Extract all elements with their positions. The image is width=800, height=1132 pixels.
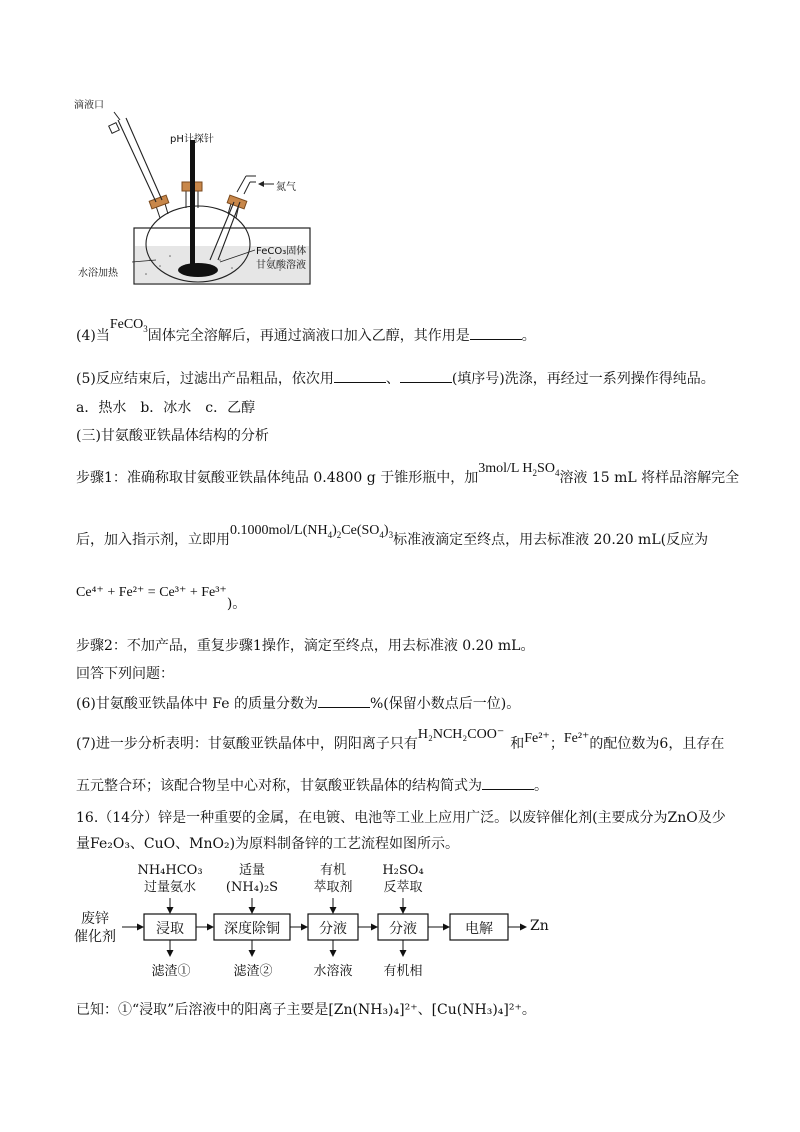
process-flow-chart: [70, 858, 570, 983]
step-copper-removal: 深度除铜: [224, 921, 280, 937]
cation-formula-2: Fe²⁺: [563, 731, 590, 746]
step-1-line-2: 后，加入指示剂，立即用$0.1000mol/L(NH_4)_2Ce(SO_4)_3$标准液滴定至终点，用去标准液 20.20 mL(反应为: [76, 523, 709, 548]
step-electrolysis: 电解: [465, 921, 493, 937]
q4-text: 固体完全溶解后，再通过滴液口加入乙醇，其作用是: [147, 328, 470, 344]
question-7-line-2: 五元整合环；该配合物呈中心对称，甘氨酸亚铁晶体的结构简式为 。: [76, 775, 548, 796]
feco3-solid: [178, 263, 218, 277]
anion-formula: H₂NCH₂COO⁻: [417, 727, 505, 742]
answer-prompt: 回答下列问题：: [76, 666, 174, 682]
question-16-line-1: 16.（14分）锌是一种重要的金属，在电镀、电池等工业上应用广泛。以废锌催化剂(主要成分为ZnO及少: [76, 810, 726, 826]
flow-output: Zn: [530, 918, 549, 934]
step-1-reaction: Ce⁴⁺ + Fe²⁺ = Ce³⁺ + Fe³⁺)。: [76, 585, 247, 612]
known-info: 已知：①“浸取”后溶液中的阳离子主要是[Zn(NH₃)₄]²⁺、[Cu(NH₃)₄]²⁺。: [76, 1002, 536, 1018]
reagent-extraction: 有机 萃取剂: [313, 863, 353, 895]
organic-phase: 有机相: [383, 964, 423, 979]
section-3-title: (三)甘氨酸亚铁晶体结构的分析: [76, 428, 269, 444]
residue-1: 滤渣①: [151, 964, 191, 979]
question-16-line-2: 量Fe₂O₃、CuO、MnO₂)为原料制备锌的工艺流程如图所示。: [76, 836, 460, 852]
q5-options: a．热水 b．冰水 c．乙醇: [76, 400, 256, 416]
q7-answer-blank[interactable]: [482, 775, 534, 790]
question-4: (4)当FeCO$_3$固体完全溶解后，再通过滴液口加入乙醇，其作用是 。: [76, 317, 536, 344]
step-1-line-1: 步骤1：准确称取甘氨酸亚铁晶体纯品 0.4800 g 于锥形瓶中，加3mol/L $H_2SO_4$溶液 15 mL 将样品溶解完全: [76, 461, 740, 486]
q6-answer-blank[interactable]: [318, 693, 370, 708]
step-2: 步骤2：不加产品，重复步骤1操作，滴定至终点，用去标准液 0.20 mL。: [76, 638, 535, 654]
label-glycine: 甘氨酸溶液: [256, 260, 306, 271]
reaction-equation: Ce⁴⁺ + Fe²⁺ = Ce³⁺ + Fe³⁺: [76, 585, 227, 600]
q4-answer-blank[interactable]: [470, 325, 522, 340]
residue-2: 滤渣②: [233, 964, 273, 979]
question-5: (5)反应结束后，过滤出产品粗品，依次用 、 (填序号)洗涤，再经过一系列操作得纯品。: [76, 368, 715, 389]
titrant-formula: $0.1000mol/L(NH_4)_2Ce(SO_4)_3$: [230, 523, 394, 540]
reagent-back-extraction: H₂SO₄ 反萃取: [382, 863, 424, 895]
flow-input: 废锌 催化剂: [74, 911, 116, 945]
reagent-h2so4: 3mol/L $H_2SO_4$: [478, 461, 560, 478]
step-separation-1: 分液: [319, 921, 347, 937]
dropping-funnel-tap: [109, 123, 120, 134]
cation-formula: Fe²⁺: [524, 731, 550, 746]
question-6: (6)甘氨酸亚铁晶体中 Fe 的质量分数为 %(保留小数点后一位)。: [76, 693, 520, 714]
step-separation-2: 分液: [389, 921, 417, 937]
q4-formula: FeCO$_3$: [109, 317, 148, 334]
q4-prefix: (4)当: [76, 328, 110, 344]
step-leach: 浸取: [156, 921, 184, 937]
apparatus-figure: [70, 90, 330, 290]
aqueous-phase: 水溶液: [313, 964, 353, 979]
reagent-copper-removal: 适量 (NH₄)₂S: [225, 863, 279, 895]
reagent-leach: NH₄HCO₃ 过量氨水: [137, 863, 203, 895]
q5-answer-blank-2[interactable]: [400, 368, 452, 383]
q5-answer-blank-1[interactable]: [334, 368, 386, 383]
label-water-bath: 水浴加热: [78, 268, 118, 279]
question-7-line-1: (7)进一步分析表明：甘氨酸亚铁晶体中，阴阳离子只有H₂NCH₂COO⁻和Fe²⁺；Fe²⁺的配位数为6，且存在: [76, 727, 725, 752]
label-feco3: FeCO₃固体: [256, 246, 307, 257]
label-dropping-port: 滴液口: [74, 100, 104, 111]
label-nitrogen: 氮气: [276, 182, 296, 193]
ph-probe: [190, 140, 195, 268]
label-ph-probe: pH计探针: [170, 134, 214, 145]
